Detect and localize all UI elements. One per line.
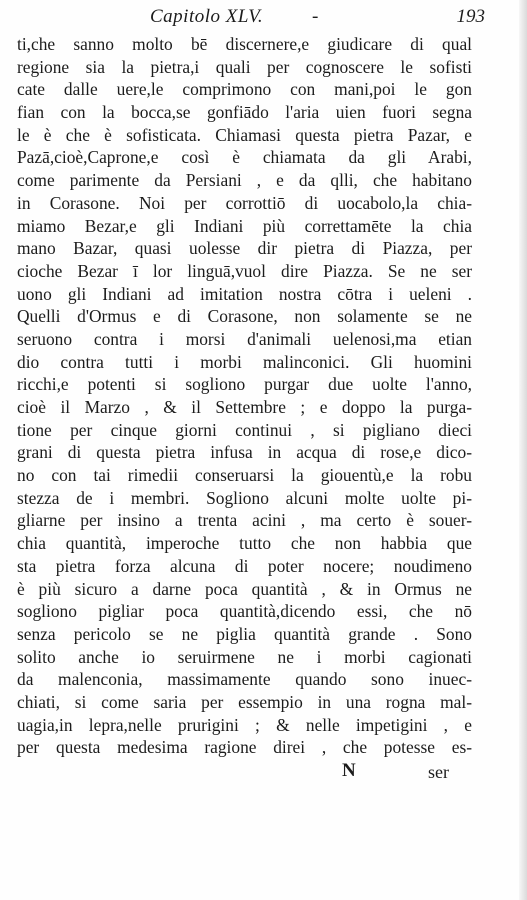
text-line: le è che è sofisticata. Chiamasi questa pietra Pazar, e [17,124,472,145]
text-line: sogliono pigliar poca quantità,dicendo essi, che nō [17,601,472,622]
text-line: dio contra tutti i morbi malinconici. Gli huomini [17,351,472,372]
text-line: tione per cinque giorni continui , si pigliano dieci [17,419,472,440]
text-line: è più sicuro a darne poca quantità , & in Ormus ne [17,578,472,599]
text-line: solito anche io seruirmene ne i morbi cagionati [17,646,472,667]
text-line: chia quantità, imperoche tutto che non habbia que [17,533,472,554]
text-line: miamo Bezar,e gli Indiani più correttamēte la chia [17,215,472,236]
text-line: grani di questa pietra infusa in acqua di rose,e dico- [17,442,472,463]
page-number: 193 [456,6,485,27]
text-line: ti,che sanno molto bē discernere,e giudicare di qual [17,34,472,54]
text-line: senza pericolo se ne piglia quantità grande . Sono [17,623,472,644]
text-line: uagia,in lepra,nelle prurigini ; & nelle impetigini , e [17,714,472,735]
text-line: da malenconia, massimamente quando sono inuec- [17,669,472,690]
text-line: chiati, si come saria per essempio in una rogna mal- [17,691,472,712]
text-line: cioche Bezar ī lor linguā,vuol dire Piazza. Se ne ser [17,260,472,281]
text-line: ricchi,e potenti si sogliono purgar due uolte l'anno, [17,374,472,395]
text-line: come parimente da Persiani , e da qlli, che habitano [17,170,472,191]
text-line: cioè il Marzo , & il Settembre ; e doppo la purga- [17,397,472,417]
body-text [17,33,472,759]
text-line: uono gli Indiani ad imitation nostra cōtra i ueleni . [17,283,472,304]
text-line: gliarne per insino a trenta acini , ma certo è souer- [17,510,472,531]
text-line: regione sia la pietra,i quali per cognoscere le sofisti [17,56,472,77]
text-line: mano Bazar, quasi uolesse dir pietra di Piazza, per [17,238,472,259]
running-title: Capitolo XLV. [150,6,264,27]
header-mark: - [312,6,319,27]
catchword: ser [428,762,449,782]
text-line: cate dalle uere,le comprimono con mani,poi le gon [17,79,472,100]
signature-mark: N [342,760,356,781]
text-line: per questa medesima ragione direi , che potesse es- [17,737,472,758]
page-header [150,4,485,32]
text-line: in Corasone. Noi per corrottiō di uocabolo,la chia- [17,192,472,213]
text-line: Quelli d'Ormus e di Corasone, non solamente se ne [17,306,472,327]
page-footer [0,760,527,788]
text-line: sta pietra forza alcuna di poter nocere; noudimeno [17,555,472,576]
text-line: Pazā,cioè,Caprone,e così è chiamata da gli Arabi, [17,147,472,168]
text-line: stezza de i membri. Sogliono alcuni molte uolte pi- [17,487,472,508]
text-line: seruono contra i morsi d'animali uelenosi,ma etian [17,328,472,349]
text-line: no con tai rimedii conseruarsi la giouentù,e la robu [17,465,472,486]
text-line: fian con la bocca,se gonfiādo l'aria uien fuori segna [17,102,472,123]
